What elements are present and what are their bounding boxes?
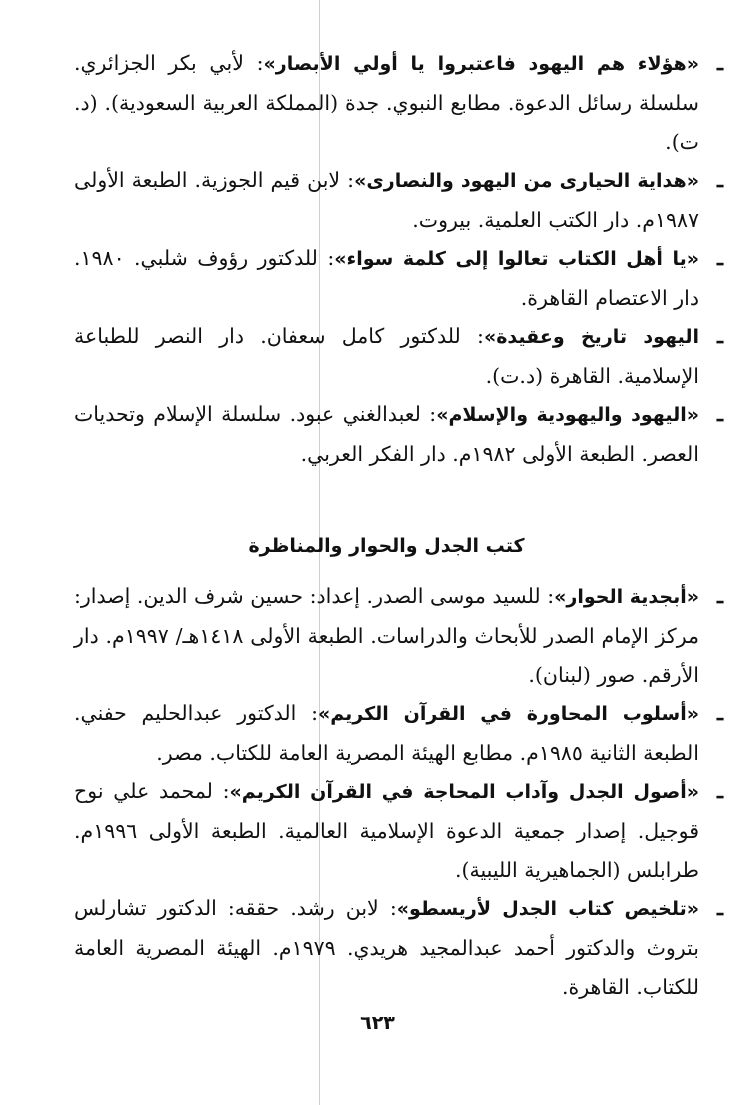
section-heading: كتب الجدل والحوار والمناظرة: [248, 535, 525, 557]
bibliography-entry: ـ «أسلوب المحاورة في القرآن الكريم»: الدكتور عبدالحليم حفني. الطبعة الثانية ١٩٨٥م. مطابع الهيئة المصرية العامة للكتاب. مصر.: [74, 701, 723, 765]
entry-details: : للدكتور كامل سعفان. دار النصر للطباعة الإسلامية. القاهرة (د.ت).: [74, 324, 699, 388]
entry-title: «اليهود واليهودية والإسلام»: [436, 404, 699, 426]
entry-details: : الدكتور عبدالحليم حفني. الطبعة الثانية ١٩٨٥م. مطابع الهيئة المصرية العامة للكتاب. مصر.: [74, 701, 699, 765]
entry-title: «يا أهل الكتاب تعالوا إلى كلمة سواء»: [334, 248, 699, 270]
entry-details: : لأبي بكر الجزائري. سلسلة رسائل الدعوة. مطابع النبوي. جدة (المملكة العربية السعودية). (د. ت).: [74, 51, 699, 154]
entry-details: : للسيد موسى الصدر. إعداد: حسين شرف الدين. إصدار: مركز الإمام الصدر للأبحاث والدراسات. الطبعة الأولى ١٤١٨هـ/ ١٩٩٧م. دار الأرقم. صور (لبنان).: [74, 584, 699, 687]
bibliography-bottom: [74, 577, 723, 1006]
entry-details: : للدكتور رؤوف شلبي. ١٩٨٠. دار الاعتصام القاهرة.: [74, 246, 699, 310]
entry-title: «أسلوب المحاورة في القرآن الكريم»: [317, 703, 699, 725]
bibliography-entry: ـ «تلخيص كتاب الجدل لأريسطو»: لابن رشد. حققه: الدكتور تشارلس بتروث والدكتور أحمد عبدالمجيد هريدي. ١٩٧٩م. الهيئة المصرية العامة للكتاب. القاهرة.: [74, 896, 723, 999]
entry-title: «أبجدية الحوار»: [554, 586, 699, 608]
bibliography-entry: ـ «اليهود واليهودية والإسلام»: لعبدالغني عبود. سلسلة الإسلام وتحديات العصر. الطبعة الأولى ١٩٨٢م. دار الفكر العربي.: [74, 402, 723, 466]
entry-title: اليهود تاريخ وعقيدة»: [483, 326, 699, 348]
bibliography-entry: ـ «أصول الجدل وآداب المحاجة في القرآن الكريم»: لمحمد علي نوح قوجيل. إصدار جمعية الدعوة الإسلامية العالمية. الطبعة الأولى ١٩٩٦م. طرابلس (الجماهيرية الليبية).: [74, 779, 723, 882]
entry-title: «هداية الحيارى من اليهود والنصارى»: [354, 170, 699, 192]
entry-details: : لابن رشد. حققه: الدكتور تشارلس بتروث والدكتور أحمد عبدالمجيد هريدي. ١٩٧٩م. الهيئة المصرية العامة للكتاب. القاهرة.: [74, 896, 699, 999]
entry-title: «هؤلاء هم اليهود فاعتبروا يا أولي الأبصار»: [263, 53, 699, 75]
entry-details: : لعبدالغني عبود. سلسلة الإسلام وتحديات العصر. الطبعة الأولى ١٩٨٢م. دار الفكر العربي.: [74, 402, 699, 466]
bibliography-entry: ـ «هؤلاء هم اليهود فاعتبروا يا أولي الأبصار»: لأبي بكر الجزائري. سلسلة رسائل الدعوة. مطابع النبوي. جدة (المملكة العربية السعودية). (د. ت).: [74, 51, 723, 154]
entry-title: «تلخيص كتاب الجدل لأريسطو»: [396, 898, 699, 920]
entry-details: : لابن قيم الجوزية. الطبعة الأولى ١٩٨٧م. دار الكتب العلمية. بيروت.: [74, 168, 699, 232]
bibliography-entry: ـ «هداية الحيارى من اليهود والنصارى»: لابن قيم الجوزية. الطبعة الأولى ١٩٨٧م. دار الكتب العلمية. بيروت.: [74, 168, 723, 232]
bibliography-entry: ـ اليهود تاريخ وعقيدة»: للدكتور كامل سعفان. دار النصر للطباعة الإسلامية. القاهرة (د.ت).: [74, 324, 723, 388]
entry-details: : لمحمد علي نوح قوجيل. إصدار جمعية الدعوة الإسلامية العالمية. الطبعة الأولى ١٩٩٦م. طرابلس (الجماهيرية الليبية).: [74, 779, 699, 882]
bibliography-entry: ـ «يا أهل الكتاب تعالوا إلى كلمة سواء»: للدكتور رؤوف شلبي. ١٩٨٠. دار الاعتصام القاهرة.: [74, 246, 723, 310]
page-number: ٦٢٣: [360, 1012, 395, 1034]
bibliography-top: [74, 44, 723, 473]
bibliography-entry: ـ «أبجدية الحوار»: للسيد موسى الصدر. إعداد: حسين شرف الدين. إصدار: مركز الإمام الصدر للأبحاث والدراسات. الطبعة الأولى ١٤١٨هـ/ ١٩٩٧م. دار الأرقم. صور (لبنان).: [74, 584, 723, 687]
entry-title: «أصول الجدل وآداب المحاجة في القرآن الكريم»: [229, 781, 699, 803]
